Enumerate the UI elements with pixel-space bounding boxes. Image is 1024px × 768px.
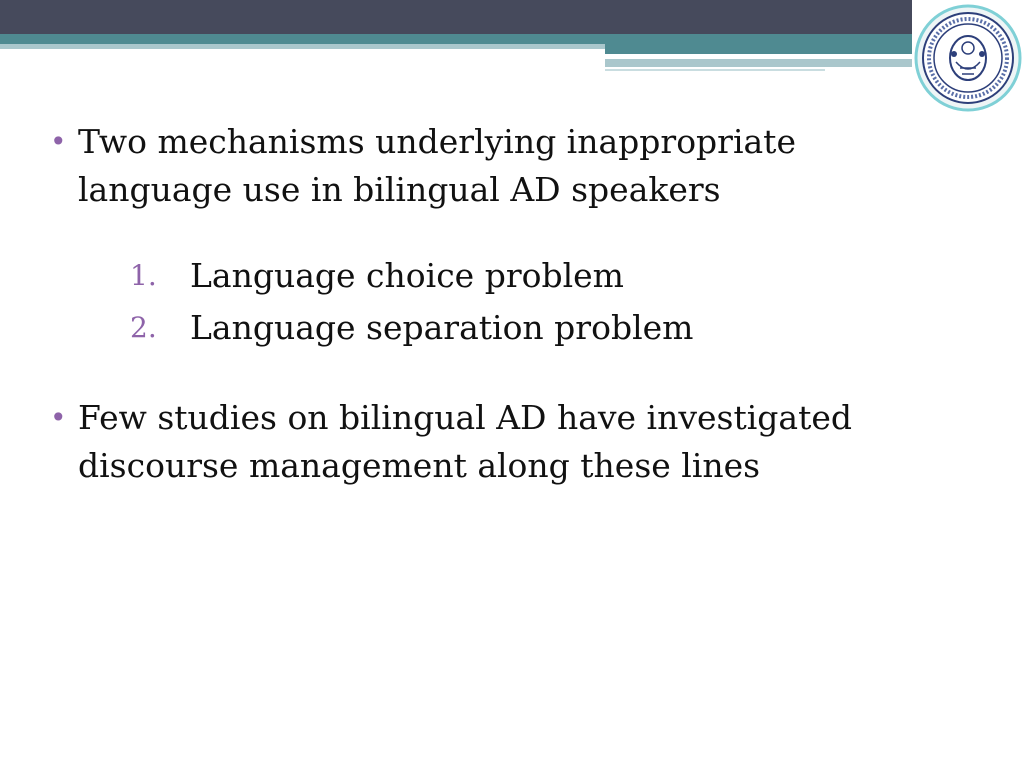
number-marker: 2. — [130, 311, 157, 344]
header-dark-bar — [0, 0, 912, 34]
institute-seal-icon — [914, 4, 1022, 112]
header-thin-bar-right — [605, 69, 825, 71]
numbered-list — [50, 250, 950, 354]
bullet-text: Few studies on bilingual AD have investigated discourse management along these lines — [78, 398, 853, 485]
numbered-text: Language choice problem — [190, 256, 624, 295]
slide-body — [50, 118, 950, 490]
bullet-marker: • — [50, 401, 67, 434]
bullet-marker: • — [50, 125, 67, 158]
header-teal-bar-right — [605, 44, 912, 54]
bullet-item — [50, 394, 950, 490]
number-marker: 1. — [130, 259, 157, 292]
bullet-text: Two mechanisms underlying inappropriate language use in bilingual AD speakers — [78, 122, 796, 209]
numbered-item — [50, 250, 950, 302]
numbered-text: Language separation problem — [190, 308, 694, 347]
header-teal-bar — [0, 34, 912, 44]
bullet-item — [50, 118, 950, 214]
header-light-bar — [0, 44, 605, 49]
header-light-bar-right — [605, 59, 912, 67]
numbered-item — [50, 302, 950, 354]
